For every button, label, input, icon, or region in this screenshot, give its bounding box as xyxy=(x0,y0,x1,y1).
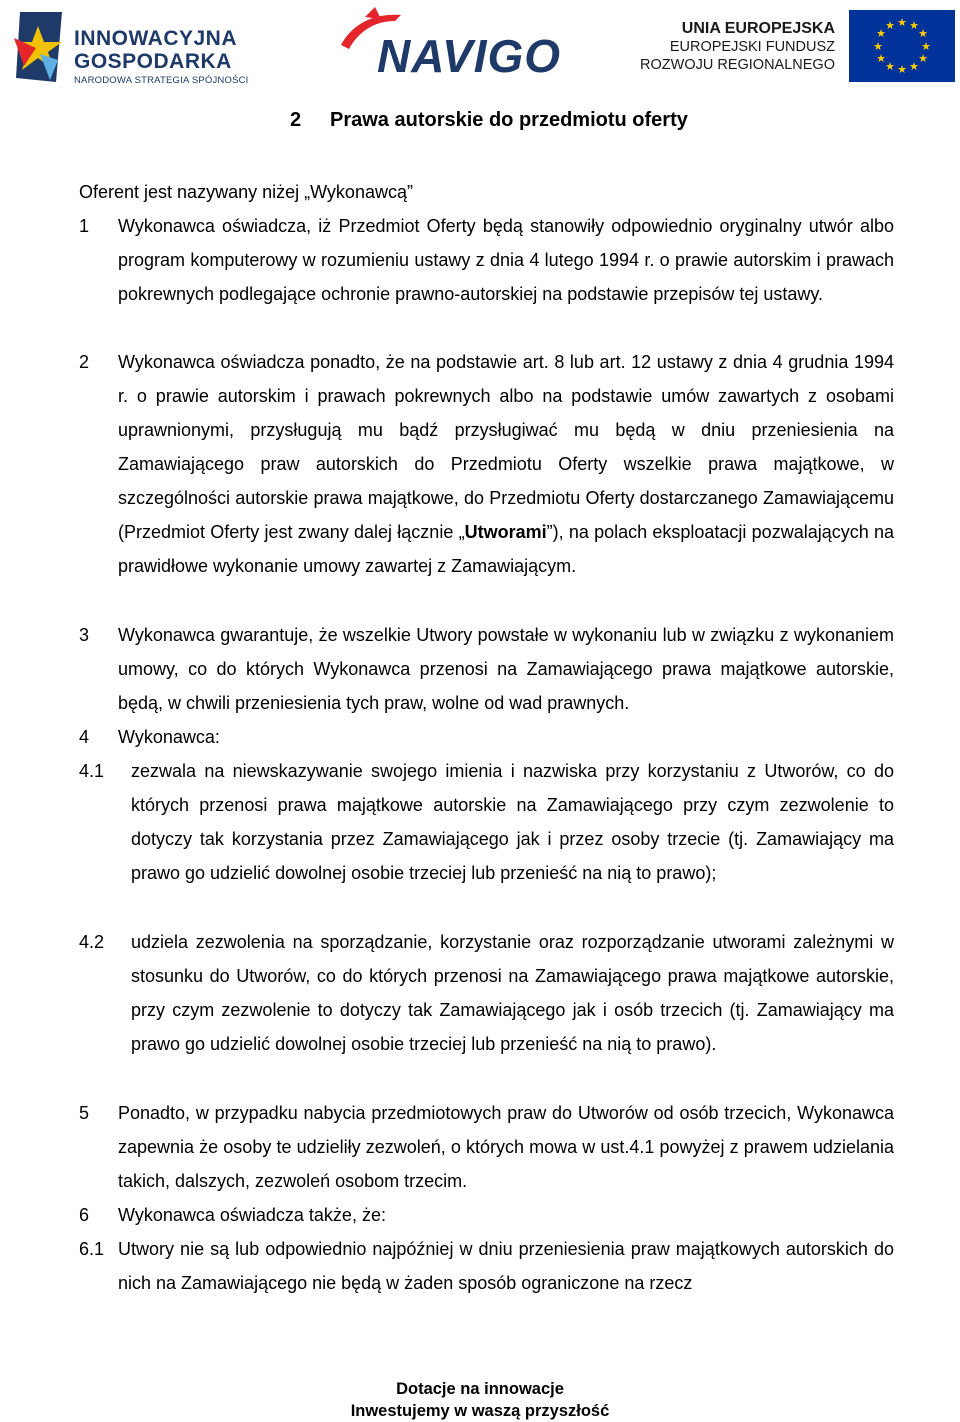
list-item-number: 6.1 xyxy=(79,1239,105,1259)
list-item xyxy=(79,925,894,1061)
list-item-text-part-b: ”), na polach eksploatacji pozwalających na prawidłowe wykonanie umowy zawartej z Zamawiającym. xyxy=(118,522,894,576)
list-item-text: Ponadto, w przypadku nabycia przedmiotowych praw do Utworów od osób trzecich, Wykonawca zapewnia że osoby te udzieliły zezwoleń, o których mowa w ust.4.1 powyżej z prawem udzielania takich, dalszych, zezwoleń osobom trzecim. xyxy=(118,1103,894,1191)
ue-logo-line2: EUROPEJSKI FUNDUSZ xyxy=(669,39,835,55)
list-item-number: 1 xyxy=(79,216,90,236)
navigo-logo xyxy=(335,5,560,85)
eu-flag-icon xyxy=(849,10,955,82)
list-item-number: 5 xyxy=(79,1103,90,1123)
list-item xyxy=(79,209,894,311)
ig-logo-line2: GOSPODARKA xyxy=(74,50,232,73)
innowacyjna-gospodarka-emblem-icon xyxy=(10,8,72,86)
list-item-text: zezwala na niewskazywanie swojego imienia i nazwiska przy korzystaniu z Utworów, co do których przenosi prawa majątkowe autorskie na Zamawiającego przy czym zezwolenie to dotyczy tak korzystania przez Zamawiającego jak i przez osoby trzecie (tj. Zamawiający ma prawo go udzielić dowolnej osobie trzeciej lub przenieść na nią to prawo); xyxy=(131,761,894,883)
list-item xyxy=(79,1198,894,1232)
svg-text:★: ★ xyxy=(885,19,895,32)
list-item-text: Wykonawca: xyxy=(118,727,220,747)
list-item-number: 4.2 xyxy=(79,932,105,952)
list-item-number: 6 xyxy=(79,1205,90,1225)
svg-text:★: ★ xyxy=(918,27,928,40)
svg-text:★: ★ xyxy=(873,40,883,53)
footer-line2: Inwestujemy w waszą przyszłość xyxy=(350,1402,610,1420)
list-item xyxy=(79,618,894,720)
svg-text:★: ★ xyxy=(897,63,907,76)
page-footer xyxy=(0,1378,960,1422)
section-title xyxy=(290,109,688,132)
ue-logo-line3: ROZWOJU REGIONALNEGO xyxy=(640,57,835,73)
list-item-text: Wykonawca oświadcza także, że: xyxy=(118,1205,386,1225)
list-item-text: Wykonawca oświadcza, iż Przedmiot Oferty będą stanowiły odpowiednio oryginalny utwór albo program komputerowy w rozumieniu ustawy z dnia 4 lutego 1994 r. o prawie autorskim i prawach pokrewnych podlegające ochronie prawno-autorskiej na podstawie przepisów tej ustawy. xyxy=(118,216,894,304)
list-item-number: 4.1 xyxy=(79,761,105,781)
list-item-number: 2 xyxy=(79,352,90,372)
intro-paragraph: Oferent jest nazywany niżej „Wykonawcą” xyxy=(79,182,413,202)
svg-text:★: ★ xyxy=(909,60,919,73)
ue-logo-text xyxy=(640,20,835,74)
svg-text:★: ★ xyxy=(897,16,907,29)
footer-line1: Dotacje na innowacje xyxy=(396,1380,564,1398)
list-item-number: 4 xyxy=(79,727,90,747)
list-item-text: Wykonawca gwarantuje, że wszelkie Utwory powstałe w wykonaniu lub w związku z wykonaniem umowy, co do których Wykonawca przenosi na Zamawiającego prawa majątkowe autorskie, będą, w chwili przeniesienia tych praw, wolne od wad prawnych. xyxy=(118,625,894,713)
section-title-text: Prawa autorskie do przedmiotu oferty xyxy=(330,109,688,131)
list-item xyxy=(79,1096,894,1198)
list-item-text: udziela zezwolenia na sporządzanie, korzystanie oraz rozporządzanie utworami zależnymi w stosunku do Utworów, co do których przenosi na Zamawiającego prawa majątkowe autorskie, przy czym zezwolenie to dotyczy tak Zamawiającego jak i osób trzecich (tj. Zamawiający ma prawo go udzielić dowolnej osobie trzeciej lub przenieść na nią to prawo). xyxy=(131,932,894,1054)
list-item xyxy=(79,1232,894,1300)
section-number: 2 xyxy=(290,109,302,131)
ig-logo-line3: NARODOWA STRATEGIA SPÓJNOŚCI xyxy=(74,75,249,86)
ue-logo-line1: UNIA EUROPEJSKA xyxy=(681,20,835,37)
svg-text:★: ★ xyxy=(876,52,886,65)
list-item-text xyxy=(118,345,894,583)
svg-text:★: ★ xyxy=(921,40,931,53)
defined-term-utworami: Utworami xyxy=(464,522,547,542)
ig-logo-line1: INNOWACYJNA xyxy=(74,27,238,50)
list-item xyxy=(79,754,894,890)
list-item-text-part-a: Wykonawca oświadcza ponadto, że na podstawie art. 8 lub art. 12 ustawy z dnia 4 grudnia 1994 r. o prawie autorskim i prawach pokrewnych albo na podstawie umów zawartych z osobami uprawnionymi, przysługują mu bądź przysługiwać mu będą w dniu przeniesienia na Zamawiającego praw autorskich do Przedmiotu Oferty wszelkie prawa majątkowe, w szczególności autorskie prawa majątkowe, do Przedmiotu Oferty dostarczanego Zamawiającemu (Przedmiot Oferty jest zwany dalej łącznie „ xyxy=(118,352,894,542)
svg-text:★: ★ xyxy=(909,19,919,32)
unia-europejska-logo xyxy=(640,10,955,85)
svg-text:★: ★ xyxy=(918,52,928,65)
list-item-text: Utwory nie są lub odpowiednio najpóźniej w dniu przeniesienia praw majątkowych autorskich do nich na Zamawiającego nie będą w żaden sposób ograniczone na rzecz xyxy=(118,1239,894,1293)
list-item xyxy=(79,345,894,583)
navigo-logo-text: NAVIGO xyxy=(377,30,562,82)
list-item xyxy=(79,720,894,754)
svg-text:★: ★ xyxy=(876,27,886,40)
page-header xyxy=(0,0,960,95)
svg-text:★: ★ xyxy=(885,60,895,73)
innowacyjna-gospodarka-logo xyxy=(10,8,250,86)
list-item-number: 3 xyxy=(79,625,90,645)
